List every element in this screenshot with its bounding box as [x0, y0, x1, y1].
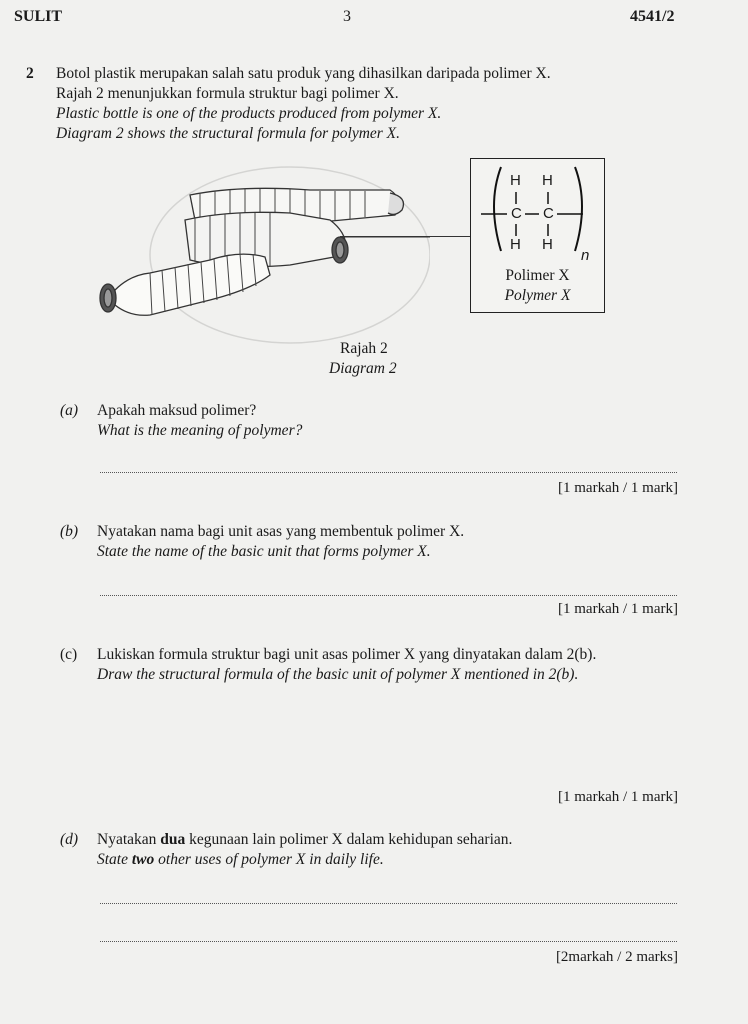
atom-h-top-left: H [510, 172, 521, 189]
part-a-question-ms: Apakah maksud polimer? [97, 402, 257, 419]
part-c-label: (c) [60, 646, 78, 663]
atom-c-right: C [543, 205, 554, 222]
part-a-question-en: What is the meaning of polymer? [97, 422, 303, 439]
part-c-marks: [1 markah / 1 mark] [558, 789, 678, 805]
polymer-subscript-n: n [581, 247, 590, 264]
part-b-marks: [1 markah / 1 mark] [558, 601, 678, 617]
part-c-question-en: Draw the structural formula of the basic unit of polymer X mentioned in 2(b). [97, 666, 579, 683]
diagram-caption-ms: Rajah 2 [340, 340, 388, 357]
part-b-label: (b) [60, 523, 79, 540]
part-b-question-ms: Nyatakan nama bagi unit asas yang membentuk polimer X. [97, 523, 465, 540]
plastic-bottles-illustration [90, 165, 430, 345]
question-number: 2 [26, 65, 34, 82]
intro-ms-2: Rajah 2 menunjukkan formula struktur bagi polimer X. [56, 85, 399, 102]
intro-en-2: Diagram 2 shows the structural formula for polymer X. [56, 125, 401, 142]
diagram-caption-en: Diagram 2 [329, 360, 397, 377]
part-b-question-en: State the name of the basic unit that forms polymer X. [97, 543, 431, 560]
intro-en-1: Plastic bottle is one of the products produced from polymer X. [56, 105, 442, 122]
page-number: 3 [343, 8, 351, 25]
part-d-marks: [2markah / 2 marks] [555, 949, 678, 965]
polymer-label-ms: Polimer X [505, 267, 570, 284]
polymer-formula-box [470, 158, 605, 313]
atom-h-bottom-right: H [542, 236, 553, 253]
part-a-answer-line[interactable] [100, 472, 677, 473]
atom-h-bottom-left: H [510, 236, 521, 253]
part-b-answer-line[interactable] [100, 595, 677, 596]
part-a-label: (a) [60, 402, 79, 419]
part-d-question-ms: Nyatakan dua kegunaan lain polimer X dalam kehidupan seharian. [97, 831, 513, 848]
paper-code: 4541/2 [630, 8, 675, 25]
header-sulit: SULIT [14, 8, 63, 25]
part-a-marks: [1 markah / 1 mark] [558, 480, 678, 496]
part-c-question-ms: Lukiskan formula struktur bagi unit asas polimer X yang dinyatakan dalam 2(b). [97, 646, 597, 663]
part-d-answer-line-2[interactable] [100, 941, 677, 942]
diagram-pointer-line [340, 236, 470, 237]
part-d-question-en: State two other uses of polymer X in daily life. [97, 851, 384, 868]
atom-c-left: C [511, 205, 522, 222]
part-c-drawing-area[interactable] [97, 690, 677, 785]
part-d-answer-line-1[interactable] [100, 903, 677, 904]
atom-h-top-right: H [542, 172, 553, 189]
part-d-label: (d) [60, 831, 79, 848]
polymer-label-en: Polymer X [504, 287, 571, 304]
intro-ms-1: Botol plastik merupakan salah satu produk yang dihasilkan daripada polimer X. [56, 65, 551, 82]
